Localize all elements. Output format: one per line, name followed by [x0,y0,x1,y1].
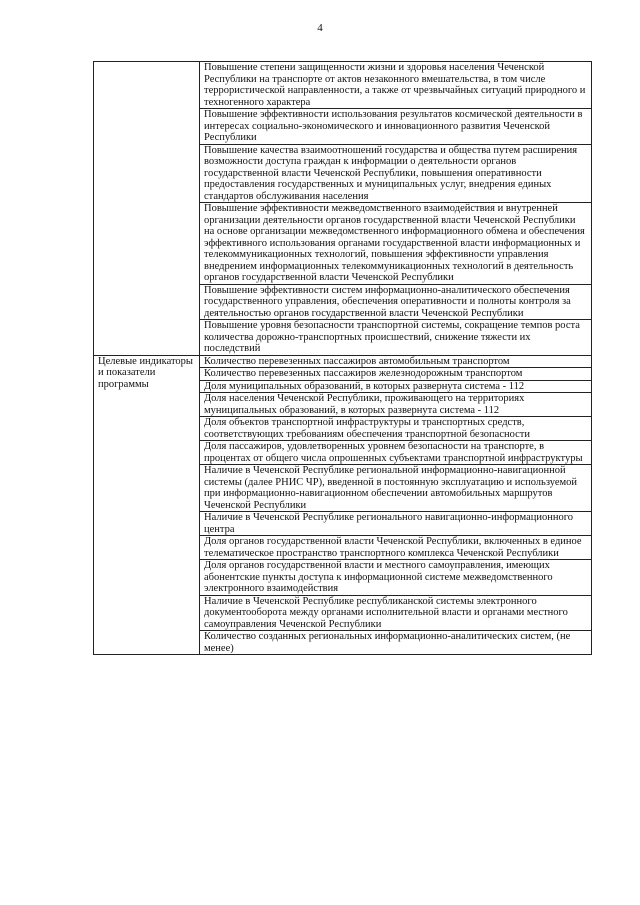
indicator-cell [200,368,592,381]
indicator-cell [200,417,592,441]
goal-cell [200,109,592,145]
indicator-cell [200,536,592,560]
goal-text: Повышение качества взаимоотношений государства и общества путем расширения возможности доступа граждан к информации о деятельности органов государственной власти Чеченской Республики, повышения оперативности предоставления государственных и муниципальных услуг, внедрения единых стандартов обслуживания населения [204,144,578,202]
indicator-cell [200,441,592,465]
indicator-cell [200,595,592,631]
indicator-text: Наличие в Чеченской Республике региональной информационно-навигационной системы (далее РНИС ЧР), введенной в постоянную эксплуатацию и используемой при информационно-навигационном обеспечении автомобильных маршрутов Чеченской Республики [204,465,578,511]
indicator-text: Доля объектов транспортной инфраструктуры и транспортных средств, соответствующих требованиям обеспечения транспортной безопасности [204,417,530,440]
label-cell-empty [94,62,200,356]
indicator-text: Доля пассажиров, удовлетворенных уровнем безопасности на транспорте, в процентах от общего числа опрошенных субъектами транспортной инфраструктуры [204,441,583,464]
indicator-cell [200,631,592,655]
goal-cell [200,144,592,203]
goal-cell [200,284,592,320]
goal-text: Повышение эффективности систем информационно-аналитического обеспечения государственного управления, обеспечения оперативности и полноты контроля за деятельностью органов государственной власти Чеченской Республики [204,284,571,319]
goal-cell [200,62,592,109]
indicator-cell [200,560,592,596]
goal-text: Повышение степени защищенности жизни и здоровья населения Чеченской Республики на транспорте от актов незаконного вмешательства, в том числе террористической направленности, а также от чрезвычайных ситуаций природного и техногенного характера [204,62,586,108]
goal-text: Повышение эффективности использования результатов космической деятельности в интересах социально-экономического и инновационного развития Чеченской Республики [204,109,583,143]
indicator-text: Доля органов государственной власти и местного самоуправления, имеющих абонентские пункты доступа к информационной системе межведомственного электронного взаимодействия [204,560,553,594]
indicator-text: Количество перевезенных пассажиров железнодорожным транспортом [204,368,523,379]
program-table [93,61,592,655]
indicator-cell [200,393,592,417]
goal-cell [200,320,592,356]
indicator-text: Количество созданных региональных информационно-аналитических систем, (не менее) [204,631,571,654]
indicators-label: Целевые индикаторы и показатели программы [98,355,193,390]
indicator-text: Количество перевезенных пассажиров автомобильным транспортом [204,355,510,367]
table-row [94,355,592,368]
indicator-cell [200,355,592,368]
indicator-text: Доля населения Чеченской Республики, проживающего на территориях муниципальных образований, в которых развернута система - 112 [204,393,525,416]
indicator-cell [200,512,592,536]
goal-cell [200,203,592,285]
indicators-label-cell [94,355,200,655]
indicator-text: Наличие в Чеченской Республике регионального навигационно-информационного центра [204,512,574,535]
indicator-text: Доля органов государственной власти Чеченской Республики, включенных в единое телематическое пространство транспортного комплекса Чеченской Республики [204,536,582,559]
page-number: 4 [317,22,323,34]
indicator-text: Наличие в Чеченской Республике республиканской системы электронного документооборота между органами исполнительной власти и органами местного самоуправления Чеченской Республики [204,595,568,630]
indicator-cell [200,380,592,393]
goal-text: Повышение эффективности межведомственного взаимодействия и внутренней организации деятельности органов государственной власти Чеченской Республики на основе организации межведомственного информационного обмена и обеспечения эффективного использования органами государственной власти информационных и телекоммуникационных технологий, повышения эффективности управления внедрением информационных телекоммуникационных технологий в деятельность органов государственной власти Чеченской Республики [204,203,585,283]
table-row [94,62,592,109]
indicator-cell [200,465,592,512]
indicator-text: Доля муниципальных образований, в которых развернута система - 112 [204,380,525,392]
goal-text: Повышение уровня безопасности транспортной системы, сокращение темпов роста количества дорожно-транспортных происшествий, снижение тяжести их последствий [204,320,580,354]
